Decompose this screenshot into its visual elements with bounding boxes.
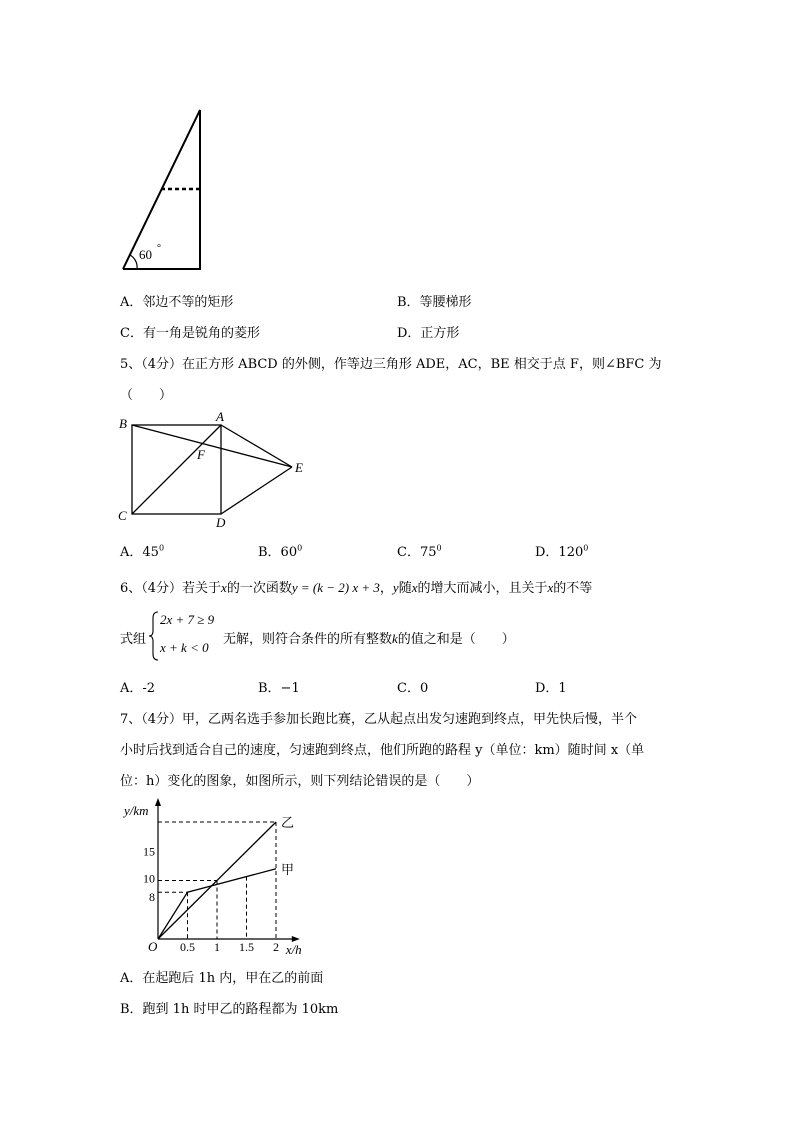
q7-option-a[interactable]: A．在起跑后 1h 内，甲在乙的前面	[120, 971, 324, 986]
q6-option-a[interactable]: A．-2	[120, 681, 156, 696]
q5-stem-line2: （ ）	[120, 388, 173, 403]
angle-arc	[130, 255, 137, 269]
label-b: B	[119, 416, 127, 431]
y-axis-label: y/km	[124, 803, 149, 818]
y-tick-label: 15	[143, 844, 155, 859]
q5-option-c[interactable]: C．$75^0$	[397, 543, 442, 560]
q4-option-a[interactable]: A．邻边不等的矩形	[120, 295, 234, 310]
label-d: D	[216, 515, 226, 530]
label-c: C	[118, 508, 127, 523]
series-label-yi: 乙	[281, 815, 295, 830]
x-tick-label: 1.5	[239, 940, 254, 954]
origin-label: O	[148, 939, 158, 954]
q5-square-figure	[112, 408, 312, 532]
q4-option-d[interactable]: D．正方形	[397, 326, 460, 341]
x-tick-label: 2	[273, 940, 279, 954]
q4-triangle-figure	[110, 100, 220, 278]
q6-option-d[interactable]: D．1	[535, 681, 567, 696]
q6-line2-rest: 无解，则符合条件的所有整数k的值之和是（ ）	[223, 631, 515, 647]
angle-label: 60	[139, 247, 152, 262]
segment-de	[221, 467, 292, 514]
segment-be	[132, 425, 292, 467]
degree-mark: °	[157, 243, 161, 254]
q7-stem-line3: 位：h）变化的图象，如图所示，则下列结论错误的是（ ）	[120, 774, 480, 789]
q4-option-b[interactable]: B．等腰梯形	[397, 295, 472, 310]
x-tick-label: 1	[214, 940, 220, 954]
q5-option-b[interactable]: B．$60^0$	[258, 543, 303, 560]
q6-option-b[interactable]: B．−1	[258, 681, 300, 696]
series-label-jia: 甲	[281, 861, 295, 877]
q7-stem-line1: 7、（4分）甲，乙两名选手参加长跑比赛，乙从起点出发匀速跑到终点，甲先快后慢，半个	[120, 712, 638, 727]
label-e: E	[295, 460, 303, 475]
q7-option-b[interactable]: B．跑到 1h 时甲乙的路程都为 10km	[120, 1002, 339, 1017]
label-f: F	[197, 447, 205, 462]
y-axis-arrow	[155, 798, 161, 806]
q5-stem-line1: 5、（4分）在正方形 ABCD 的外侧，作等边三角形 ADE，AC，BE 相交于点 F，则∠BFC 为	[120, 357, 662, 372]
q4-option-c[interactable]: C．有一角是锐角的菱形	[120, 326, 260, 341]
x-axis-label: x/h	[285, 942, 302, 957]
y-tick-label: 8	[149, 890, 155, 905]
segment-ae	[221, 425, 292, 467]
diagonal-ac	[132, 425, 221, 514]
q7-distance-time-chart	[118, 796, 328, 962]
q6-inequality-1: 2x + 7 ≥ 9	[160, 612, 215, 627]
q5-option-d[interactable]: D．$120^0$	[535, 543, 589, 560]
q5-option-a[interactable]: A．$45^0$	[120, 543, 165, 560]
q6-option-c[interactable]: C．0	[397, 681, 429, 696]
x-tick-label: 0.5	[180, 940, 195, 954]
q6-line2-prefix: 式组	[120, 632, 147, 647]
q6-inequality-2: x + k < 0	[160, 640, 209, 655]
inequality-brace	[149, 611, 159, 661]
y-tick-label: 10	[143, 871, 155, 886]
label-a: A	[216, 409, 224, 424]
q7-stem-line2: 小时后找到适合自己的速度，匀速跑到终点，他们所跑的路程 y（单位：km）随时间 x（单	[120, 743, 645, 758]
q6-stem-line1: 6、（4分）若关于x的一次函数y = (k − 2) x + 3，y随x的增大而减小，且关于x的不等	[120, 580, 593, 596]
